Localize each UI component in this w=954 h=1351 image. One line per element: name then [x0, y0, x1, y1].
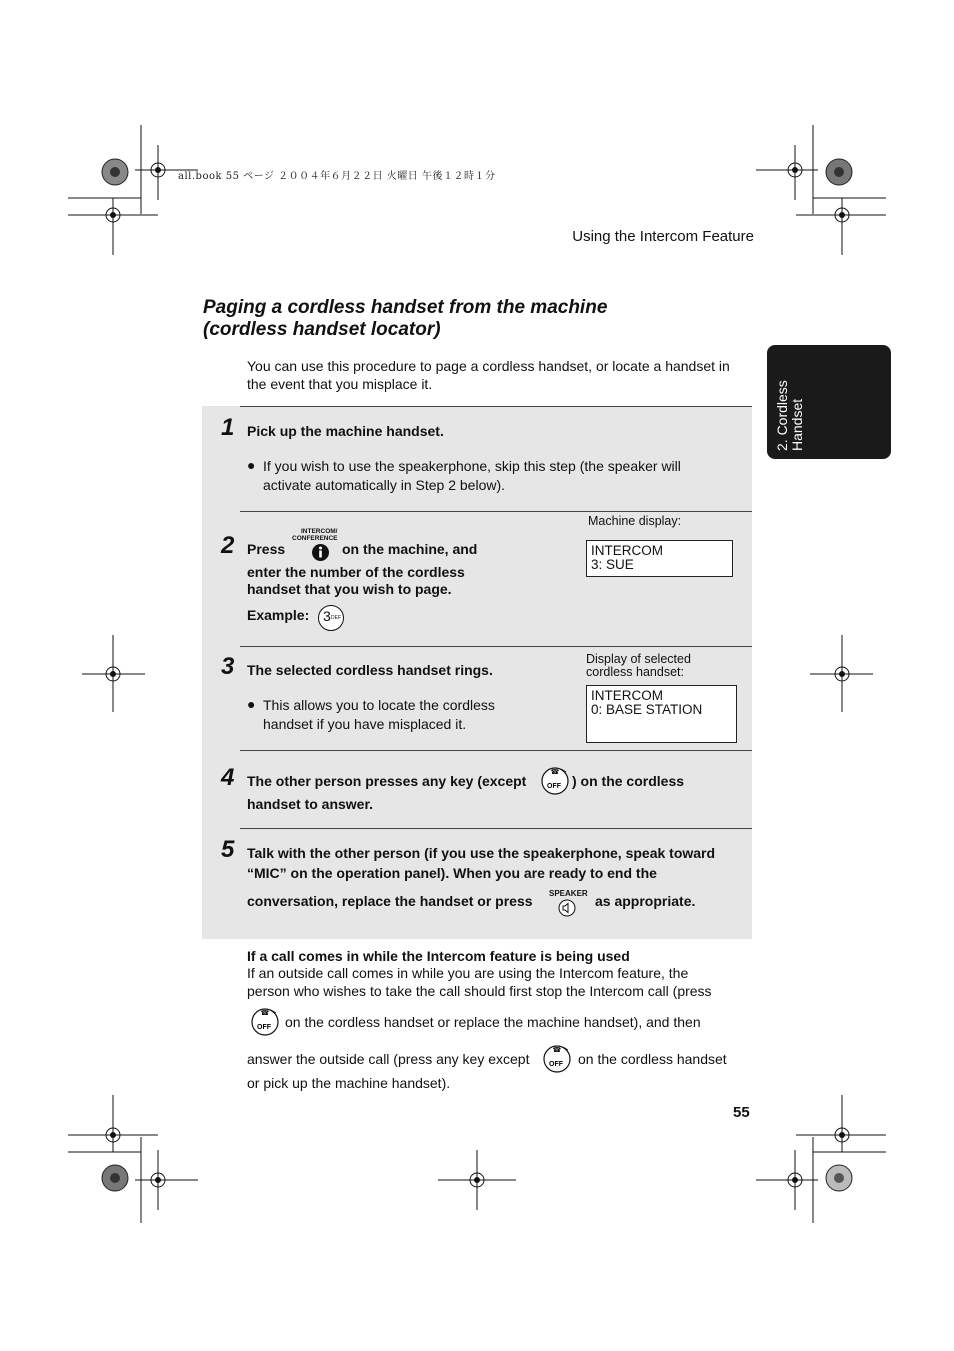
step-text: handset that you wish to page. — [247, 581, 452, 597]
bullet-icon: ● — [247, 696, 256, 712]
key-label: INTERCOM/ — [301, 528, 338, 535]
step-divider — [240, 406, 752, 407]
chapter-tab-label: 2. Cordless Handset — [774, 380, 805, 451]
svg-text:☎: ☎ — [550, 768, 560, 776]
step-bullet — [263, 696, 495, 734]
display-label: Machine display: — [588, 514, 682, 528]
speaker-icon — [558, 899, 576, 917]
svg-text:☎: ☎ — [260, 1009, 270, 1017]
step-number: 5 — [221, 836, 235, 863]
bullet-line: activate automatically in Step 2 below). — [263, 477, 506, 493]
bullet-icon: ● — [247, 457, 256, 473]
intercom-conference-key — [290, 528, 340, 562]
step-text: as appropriate. — [595, 893, 696, 909]
page-number: 55 — [733, 1104, 750, 1121]
handset-display — [586, 685, 737, 743]
off-key-label: OFF — [549, 1061, 563, 1068]
step-text: “MIC” on the operation panel). When you are ready to end the — [247, 865, 657, 881]
step-number: 1 — [221, 414, 235, 441]
step-text: handset to answer. — [247, 796, 374, 812]
step-text: enter the number of the cordless — [247, 564, 465, 580]
display-label-line: Display of selected — [586, 652, 691, 666]
step-divider — [240, 511, 752, 512]
bullet-line: If you wish to use the speakerphone, skip this step (the speaker will — [263, 458, 681, 474]
svg-text:☎: ☎ — [552, 1046, 562, 1054]
speaker-key — [548, 889, 588, 917]
step-number: 4 — [221, 764, 235, 791]
off-key-label: OFF — [257, 1024, 271, 1031]
step-divider — [240, 828, 752, 829]
intro-paragraph: You can use this procedure to page a cordless handset, or locate a handset in the event that you misplace it. — [247, 358, 730, 392]
step-bullet — [263, 457, 681, 495]
print-info: all.book 55 ページ ２００４年６月２２日 火曜日 午後１２時１分 — [178, 171, 496, 182]
speaker-key-label: SPEAKER — [549, 889, 588, 898]
off-key-icon — [542, 1044, 572, 1074]
section-title-line2: (cordless handset locator) — [203, 319, 441, 340]
step-divider — [240, 646, 752, 647]
step-text: Talk with the other person (if you use the speakerphone, speak toward — [247, 845, 716, 861]
step-text: ) on the cordless — [572, 773, 685, 789]
note-line: person who wishes to take the call should first stop the Intercom call (press — [247, 983, 712, 999]
step-divider — [240, 750, 752, 751]
off-key-icon — [250, 1007, 280, 1037]
note-title: If a call comes in while the Intercom feature is being used — [247, 948, 630, 964]
step-number: 2 — [221, 532, 235, 559]
number-3-key-icon — [318, 605, 344, 631]
note-line: on the cordless handset — [578, 1051, 727, 1067]
note-line: on the cordless handset or replace the machine handset), and then — [285, 1014, 701, 1030]
display-label — [586, 653, 691, 679]
off-key-label: OFF — [547, 783, 561, 790]
key-digit: 3 — [323, 608, 331, 624]
step-text: on the machine, and — [342, 541, 478, 557]
display-line: 0: BASE STATION — [591, 702, 703, 717]
info-icon — [311, 543, 330, 562]
note-line: or pick up the machine handset). — [247, 1075, 451, 1091]
note-line: If an outside call comes in while you are using the Intercom feature, the — [247, 965, 689, 981]
off-key-icon — [540, 766, 570, 796]
example-label: Example: — [247, 607, 310, 623]
step-text: conversation, replace the handset or press — [247, 893, 533, 909]
step-heading: The selected cordless handset rings. — [247, 662, 493, 678]
step-heading: Pick up the machine handset. — [247, 423, 444, 439]
key-letters: DEF — [331, 615, 341, 621]
step-number: 3 — [221, 653, 235, 680]
note-line: answer the outside call (press any key except — [247, 1051, 530, 1067]
display-line: 3: SUE — [591, 557, 634, 572]
machine-display — [586, 540, 733, 577]
key-label: CONFERENCE — [292, 535, 338, 542]
bullet-line: This allows you to locate the cordless — [263, 697, 495, 713]
display-line: INTERCOM — [591, 688, 663, 703]
section-title-line1: Paging a cordless handset from the machine — [203, 297, 608, 318]
display-label-line: cordless handset: — [586, 665, 684, 679]
bullet-line: handset if you have misplaced it. — [263, 716, 467, 732]
display-line: INTERCOM — [591, 543, 663, 558]
section-title — [203, 297, 607, 341]
step-text: The other person presses any key (except — [247, 773, 527, 789]
step-text: Press — [247, 541, 286, 557]
chapter-tab — [767, 345, 891, 459]
running-head: Using the Intercom Feature — [572, 228, 754, 245]
